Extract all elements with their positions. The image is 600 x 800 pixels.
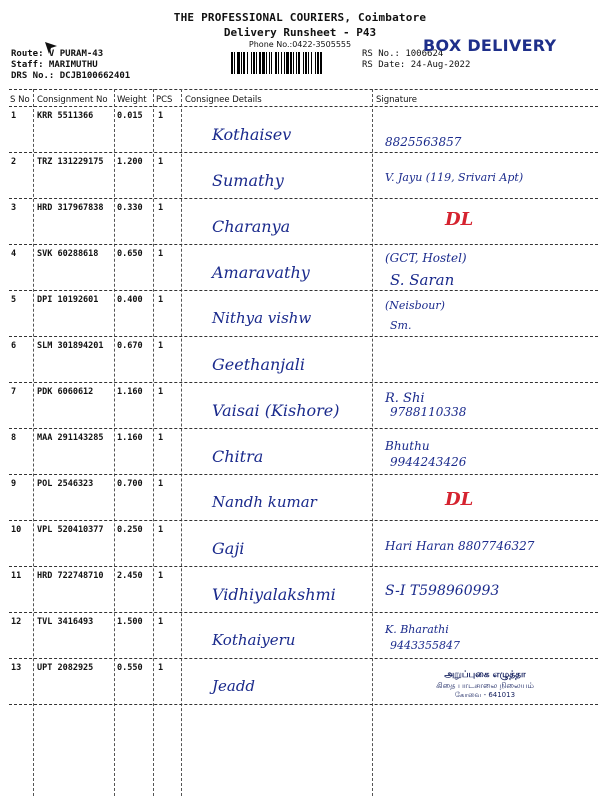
row-pcs: 1 — [158, 341, 164, 351]
barcode-bar — [262, 52, 265, 74]
barcode-bar — [241, 52, 242, 74]
col-weight: Weight — [117, 95, 147, 105]
stamp-line: அறுப்புகை எழுத்தா — [444, 670, 526, 680]
col-signature: Signature — [376, 95, 418, 105]
stamp-line: கோவை - 641013 — [454, 691, 516, 699]
row-consignee-name: Kothaiyeru — [212, 631, 296, 649]
row-sno: 10 — [11, 525, 22, 535]
row-pcs: 1 — [158, 663, 164, 673]
row-divider — [9, 382, 598, 383]
row-signature-extra: 9788110338 — [390, 405, 467, 419]
row-sno: 3 — [11, 203, 17, 213]
barcode — [231, 52, 357, 74]
row-signature: S-I T598960993 — [385, 583, 500, 599]
barcode-bar — [308, 52, 309, 74]
row-consignee-name: Charanya — [212, 217, 291, 236]
row-weight: 1.160 — [117, 387, 143, 397]
row-signature-extra: S. Saran — [390, 271, 455, 289]
receiver-stamp — [420, 670, 550, 700]
row-divider — [9, 198, 598, 199]
row-weight: 0.550 — [117, 663, 143, 673]
row-pcs: 1 — [158, 387, 164, 397]
row-consignee-name: Chitra — [212, 447, 264, 466]
box-delivery-stamp: BOX DELIVERY — [423, 36, 557, 55]
row-divider — [9, 566, 598, 567]
row-divider — [9, 474, 598, 475]
barcode-bar — [298, 52, 300, 74]
row-weight: 0.250 — [117, 525, 143, 535]
barcode-bar — [320, 52, 322, 74]
row-consignee-name: Kothaisev — [212, 125, 292, 144]
row-divider — [9, 336, 598, 337]
row-divider — [9, 290, 598, 291]
col-divider — [153, 89, 154, 796]
barcode-bar — [266, 52, 267, 74]
barcode-bar — [247, 52, 248, 74]
row-weight: 1.160 — [117, 433, 143, 443]
row-weight: 0.650 — [117, 249, 143, 259]
barcode-bar — [243, 52, 245, 74]
row-consignment-no: HRD 317967838 — [37, 203, 104, 213]
row-signature-extra: 9944243426 — [390, 455, 467, 469]
row-weight: 2.450 — [117, 571, 143, 581]
barcode-bar — [251, 52, 252, 74]
row-weight: 0.015 — [117, 111, 143, 121]
barcode-bar — [231, 52, 233, 74]
barcode-bar — [290, 52, 292, 74]
row-weight: 1.500 — [117, 617, 143, 627]
barcode-bar — [259, 52, 261, 74]
barcode-bar — [317, 52, 319, 74]
row-consignee-name: Geethanjali — [212, 355, 306, 374]
row-sno: 12 — [11, 617, 22, 627]
row-signature: Hari Haran 8807746327 — [385, 539, 535, 553]
row-sno: 2 — [11, 157, 17, 167]
barcode-bar — [315, 52, 316, 74]
row-sno: 11 — [11, 571, 22, 581]
barcode-bar — [275, 52, 277, 74]
col-pcs: PCS — [156, 95, 173, 105]
row-divider — [9, 520, 598, 521]
barcode-bar — [305, 52, 307, 74]
row-weight: 1.200 — [117, 157, 143, 167]
row-pcs: 1 — [158, 525, 164, 535]
row-divider — [9, 612, 598, 613]
row-consignment-no: SLM 301894201 — [37, 341, 104, 351]
row-consignment-no: HRD 722748710 — [37, 571, 104, 581]
row-signature: DL — [445, 489, 474, 510]
row-signature: (GCT, Hostel) — [385, 251, 467, 265]
row-sno: 4 — [11, 249, 17, 259]
staff-label: Staff: MARIMUTHU — [11, 60, 98, 70]
drs-label: DRS No.: DCJB100662401 — [11, 71, 131, 81]
col-divider — [181, 89, 182, 796]
row-consignee-name: Amaravathy — [212, 263, 310, 282]
row-divider — [9, 658, 598, 659]
row-sno: 1 — [11, 111, 17, 121]
row-divider — [9, 244, 598, 245]
row-consignee-name: Gaji — [212, 539, 245, 558]
row-divider — [9, 704, 598, 705]
row-pcs: 1 — [158, 571, 164, 581]
row-weight: 0.330 — [117, 203, 143, 213]
rs-date: RS Date: 24-Aug-2022 — [362, 60, 471, 70]
row-weight: 0.670 — [117, 341, 143, 351]
col-divider — [372, 89, 373, 796]
barcode-bar — [281, 52, 282, 74]
row-consignment-no: TVL 3416493 — [37, 617, 94, 627]
header-rule-top — [9, 89, 598, 90]
row-consignee-name: Sumathy — [212, 171, 284, 190]
row-pcs: 1 — [158, 479, 164, 489]
barcode-bar — [234, 52, 235, 74]
row-pcs: 1 — [158, 203, 164, 213]
row-signature: DL — [445, 209, 474, 230]
barcode-bar — [271, 52, 272, 74]
barcode-bar — [284, 52, 285, 74]
row-signature-extra: 9443355847 — [390, 639, 460, 652]
row-pcs: 1 — [158, 617, 164, 627]
row-signature: K. Bharathi — [385, 623, 449, 636]
col-divider — [114, 89, 115, 796]
row-consignee-name: Vidhiyalakshmi — [212, 585, 336, 604]
barcode-bar — [253, 52, 255, 74]
col-divider — [33, 89, 34, 796]
row-signature: 8825563857 — [385, 135, 462, 149]
row-signature: R. Shi — [385, 391, 425, 406]
row-consignment-no: TRZ 131229175 — [37, 157, 104, 167]
row-pcs: 1 — [158, 157, 164, 167]
col-consignee: Consignee Details — [185, 95, 262, 105]
company-title: THE PROFESSIONAL COURIERS, Coimbatore — [173, 11, 427, 24]
row-signature-extra: Sm. — [390, 319, 412, 332]
barcode-bar — [237, 52, 240, 74]
row-consignment-no: DPI 10192601 — [37, 295, 99, 305]
runsheet-subtitle: Delivery Runsheet - P43 — [223, 26, 377, 39]
barcode-bar — [311, 52, 312, 74]
row-divider — [9, 152, 598, 153]
row-signature: (Neisbour) — [385, 299, 445, 312]
route-info — [11, 49, 130, 82]
row-consignment-no: MAA 291143285 — [37, 433, 104, 443]
row-sno: 8 — [11, 433, 17, 443]
row-signature: Bhuthu — [385, 439, 430, 453]
row-divider — [9, 428, 598, 429]
row-sno: 6 — [11, 341, 17, 351]
row-pcs: 1 — [158, 295, 164, 305]
row-pcs: 1 — [158, 111, 164, 121]
row-consignee-name: Vaisai (Kishore) — [212, 401, 340, 420]
row-sno: 13 — [11, 663, 22, 673]
barcode-bar — [293, 52, 294, 74]
barcode-bar — [269, 52, 270, 74]
barcode-bar — [296, 52, 297, 74]
route-label: Route: V PURAM-43 — [11, 49, 104, 59]
row-consignment-no: VPL 520410377 — [37, 525, 104, 535]
row-pcs: 1 — [158, 433, 164, 443]
barcode-bar — [278, 52, 279, 74]
header-rule-bottom — [9, 106, 598, 107]
row-consignment-no: SVK 60288618 — [37, 249, 99, 259]
stamp-line: கிதை பாடசாலை நிலையம் — [436, 681, 534, 690]
barcode-bar — [303, 52, 304, 74]
rs-number: RS No.: 1006624 — [362, 49, 444, 59]
row-consignee-name: Nithya vishw — [212, 309, 312, 327]
row-consignment-no: UPT 2082925 — [37, 663, 94, 673]
barcode-bar — [256, 52, 257, 74]
row-weight: 0.400 — [117, 295, 143, 305]
phone-number: Phone No.:0422-3505555 — [248, 40, 352, 49]
col-consignment: Consignment No — [37, 95, 108, 105]
row-consignment-no: PDK 6060612 — [37, 387, 94, 397]
row-sno: 9 — [11, 479, 17, 489]
col-sno: S No — [10, 95, 30, 105]
row-consignment-no: KRR 5511366 — [37, 111, 94, 121]
row-sno: 5 — [11, 295, 17, 305]
row-consignee-name: Nandh kumar — [212, 493, 317, 511]
row-pcs: 1 — [158, 249, 164, 259]
row-signature: V. Jayu (119, Srivari Apt) — [385, 171, 524, 184]
barcode-bar — [286, 52, 289, 74]
row-sno: 7 — [11, 387, 17, 397]
row-consignment-no: POL 2546323 — [37, 479, 94, 489]
row-consignee-name: Jeadd — [212, 677, 256, 695]
row-weight: 0.700 — [117, 479, 143, 489]
